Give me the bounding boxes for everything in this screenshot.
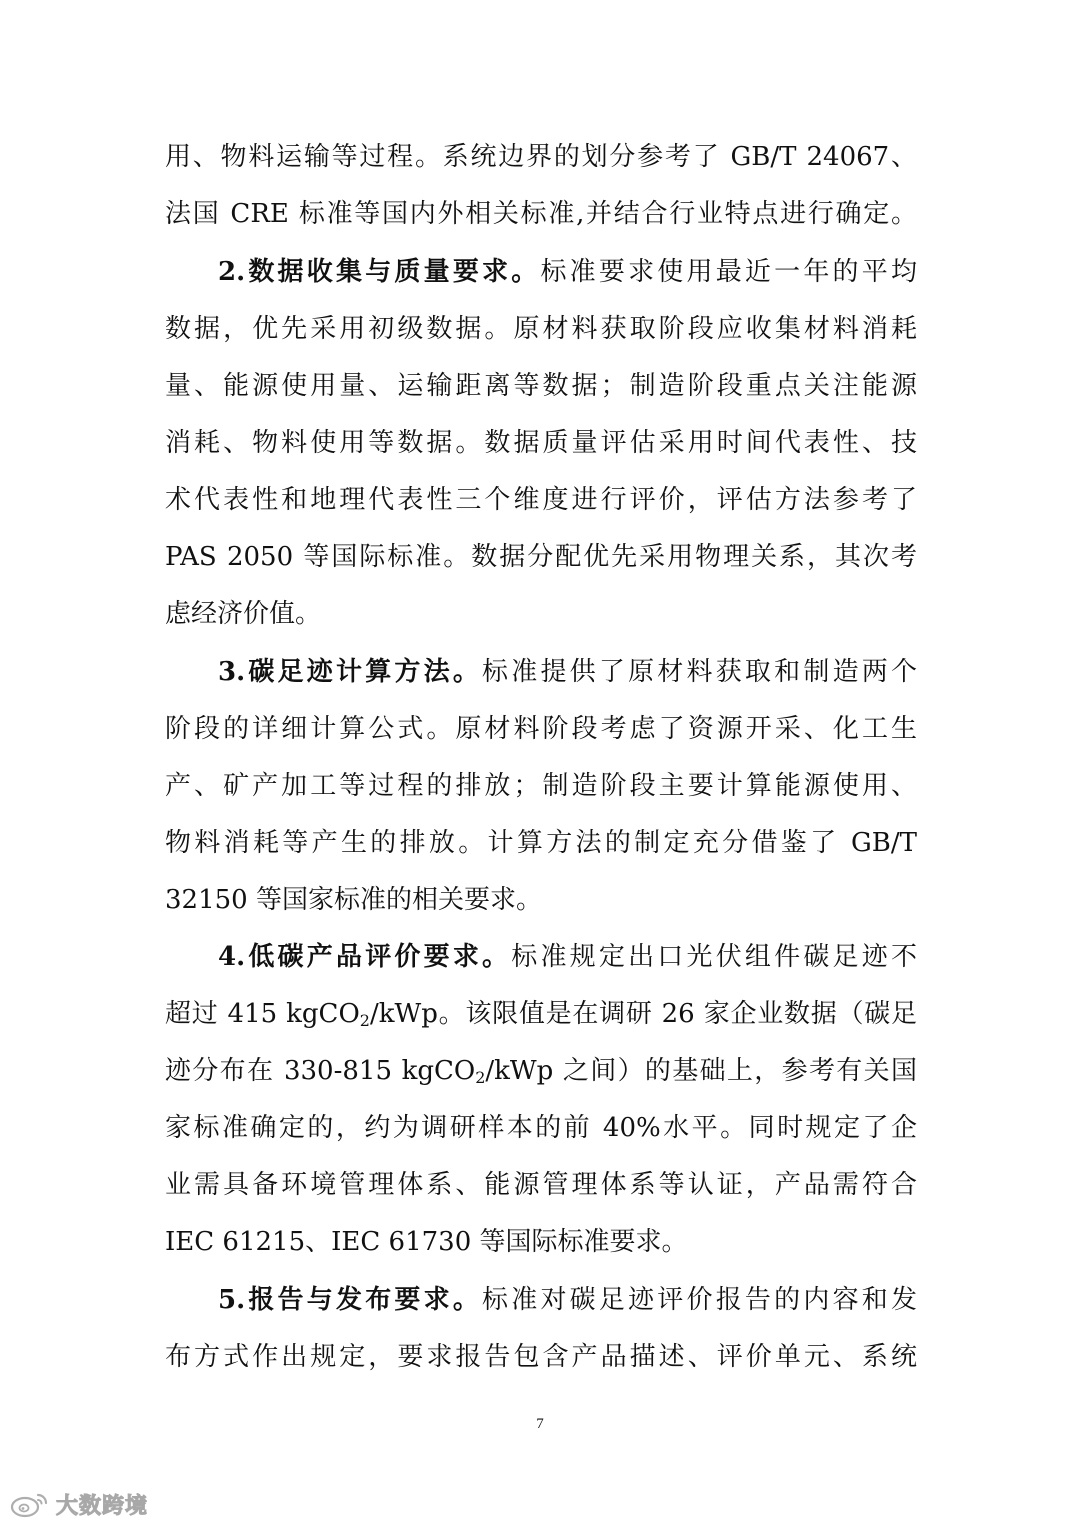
line-text: 标准对碳足迹评价报告的内容和发 <box>482 1285 917 1315</box>
text-line <box>165 194 917 234</box>
weibo-logo-icon <box>8 1489 52 1519</box>
section-2-first-line <box>218 252 917 292</box>
text-line <box>165 594 917 634</box>
line-text: 消耗、物料使用等数据。数据质量评估采用时间代表性、技 <box>165 428 917 458</box>
line-text-part: /kWp。该限值是在调研 26 家企业数据（碳足 <box>369 999 917 1029</box>
text-line <box>165 1337 917 1377</box>
section-heading: 3.碳足迹计算方法。 <box>218 657 483 687</box>
line-text: 产、矿产加工等过程的排放；制造阶段主要计算能源使用、 <box>165 771 917 801</box>
subscript: 2 <box>359 1011 370 1030</box>
section-heading: 2.数据收集与质量要求。 <box>218 257 541 287</box>
section-heading: 5.报告与发布要求。 <box>218 1285 483 1315</box>
section-heading: 4.低碳产品评价要求。 <box>218 942 512 972</box>
line-text: 标准提供了原材料获取和制造两个 <box>482 657 917 687</box>
text-line <box>165 766 917 806</box>
text-line <box>165 309 917 349</box>
line-text: 量、能源使用量、运输距离等数据；制造阶段重点关注能源 <box>165 371 917 401</box>
line-text: 用、物料运输等过程。系统边界的划分参考了 GB/T 24067、 <box>165 142 917 172</box>
watermark-text: 大数跨境 <box>56 1493 149 1519</box>
line-text: 法国 CRE 标准等国内外相关标准,并结合行业特点进行确定。 <box>165 199 917 229</box>
line-text: 数据，优先采用初级数据。原材料获取阶段应收集材料消耗 <box>165 314 917 344</box>
line-text: IEC 61215、IEC 61730 等国际标准要求。 <box>165 1227 688 1257</box>
line-text: 32150 等国家标准的相关要求。 <box>165 885 542 915</box>
line-text: 布方式作出规定，要求报告包含产品描述、评价单元、系统 <box>165 1342 917 1372</box>
line-text: 家标准确定的，约为调研样本的前 40%水平。同时规定了企 <box>165 1113 917 1143</box>
line-text-part: /kWp 之间）的基础上，参考有关国 <box>485 1056 917 1086</box>
section-4-first-line <box>218 937 917 977</box>
text-line <box>165 880 917 920</box>
line-text: PAS 2050 等国际标准。数据分配优先采用物理关系，其次考 <box>165 542 917 572</box>
text-line <box>165 709 917 749</box>
text-line <box>165 823 917 863</box>
watermark <box>8 1486 148 1522</box>
text-line <box>165 994 917 1034</box>
section-5-first-line <box>218 1280 917 1320</box>
text-line <box>165 537 917 577</box>
text-line <box>165 1165 917 1205</box>
line-text: 术代表性和地理代表性三个维度进行评价，评估方法参考了 <box>165 485 917 515</box>
line-text: 标准要求使用最近一年的平均 <box>540 257 917 287</box>
text-line <box>165 1051 917 1091</box>
line-text: 虑经济价值。 <box>165 599 322 629</box>
text-line <box>165 423 917 463</box>
text-line <box>165 1108 917 1148</box>
line-text: 阶段的详细计算公式。原材料阶段考虑了资源开采、化工生 <box>165 714 917 744</box>
line-text: 物料消耗等产生的排放。计算方法的制定充分借鉴了 GB/T <box>165 828 917 858</box>
page-number: 7 <box>536 1416 544 1432</box>
line-text-part: 迹分布在 330-815 kgCO <box>165 1056 476 1086</box>
subscript: 2 <box>475 1068 486 1087</box>
section-3-first-line <box>218 652 917 692</box>
text-line <box>165 366 917 406</box>
text-line <box>165 480 917 520</box>
line-text-part: 超过 415 kgCO <box>165 999 360 1029</box>
line-text: 业需具备环境管理体系、能源管理体系等认证，产品需符合 <box>165 1170 917 1200</box>
text-line <box>165 1222 917 1262</box>
line-text: 标准规定出口光伏组件碳足迹不 <box>511 942 917 972</box>
text-line <box>165 137 917 177</box>
